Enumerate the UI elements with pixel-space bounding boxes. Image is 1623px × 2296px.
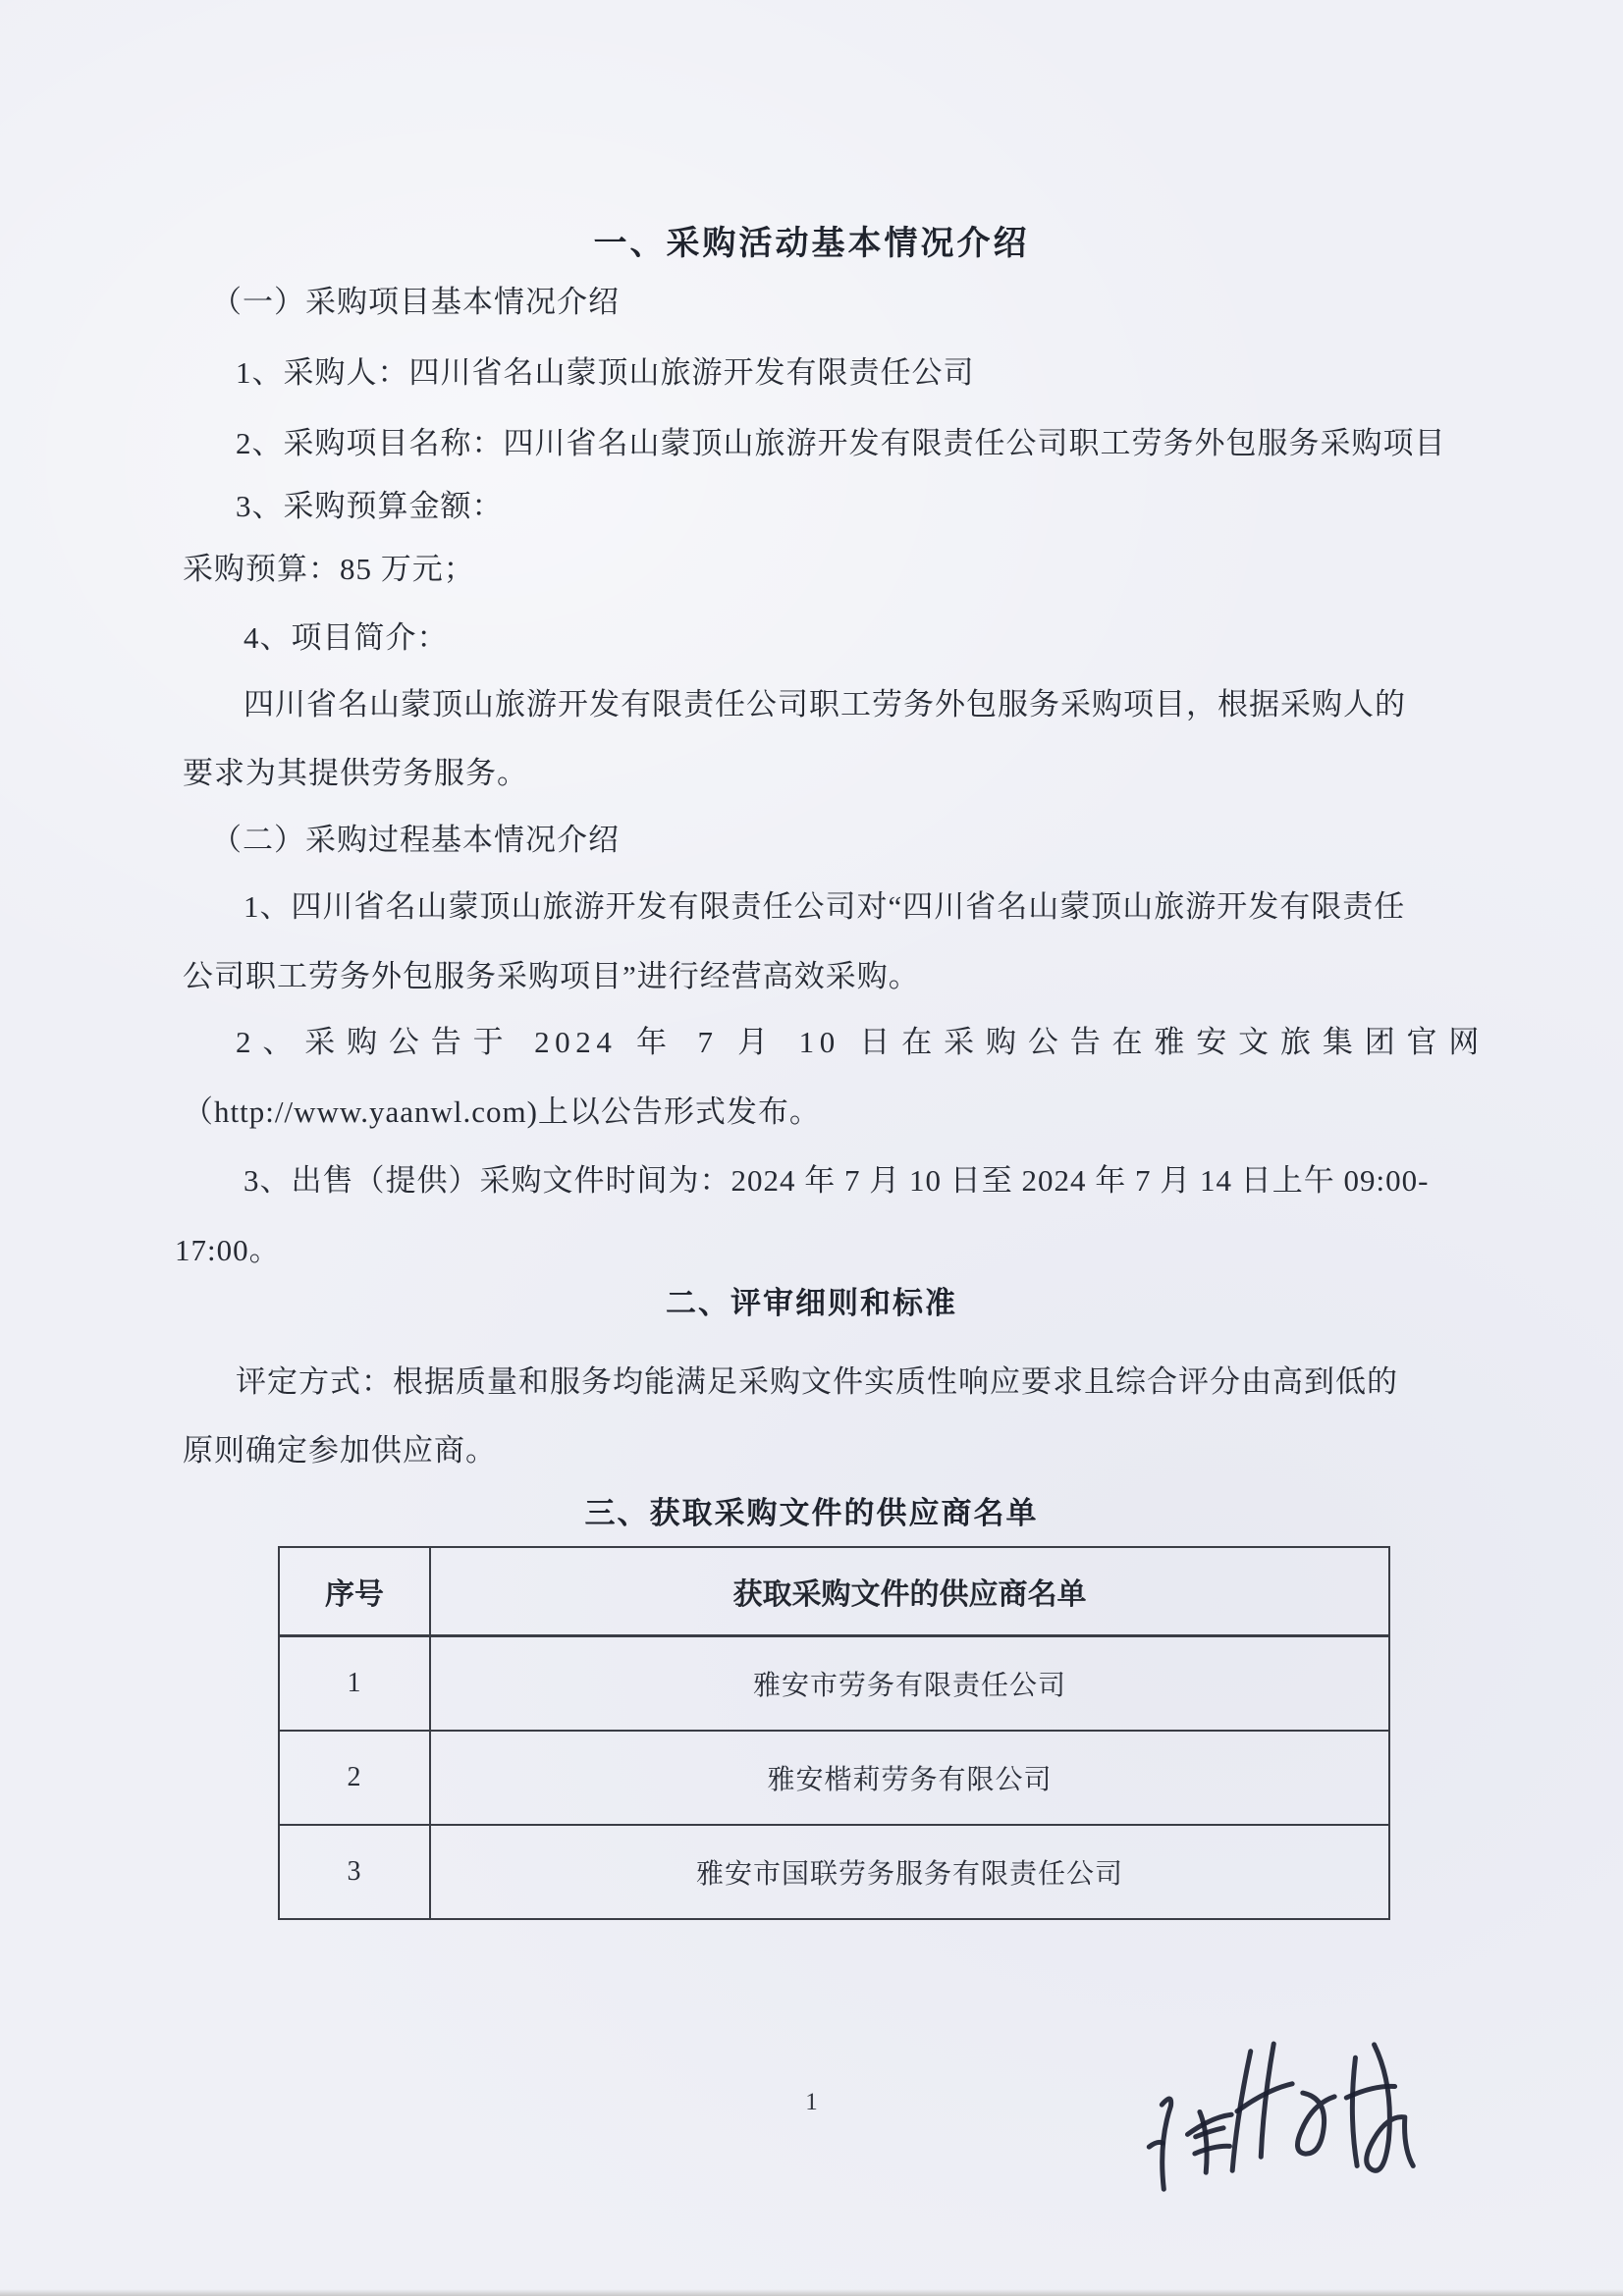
purchaser-line: 1、采购人：四川省名山蒙顶山旅游开发有限责任公司 <box>236 355 975 390</box>
budget-amount-line: 采购预算：85 万元； <box>183 552 475 586</box>
table-cell-index: 2 <box>279 1731 430 1825</box>
project-intro-line-1: 四川省名山蒙顶山旅游开发有限责任公司职工劳务外包服务采购项目，根据采购人的 <box>243 687 1406 721</box>
section1-sub2-heading: （二）采购过程基本情况介绍 <box>211 823 620 857</box>
document-sale-time-line-1: 3、出售（提供）采购文件时间为：2024 年 7 月 10 日至 2024 年 7 月 14 日上午 09:00- <box>243 1163 1430 1198</box>
announcement-line-2: （http://www.yaanwl.com)上以公告形式发布。 <box>183 1095 821 1129</box>
page-number: 1 <box>805 2089 818 2115</box>
table-cell-index: 3 <box>279 1825 430 1919</box>
supplier-table <box>278 1546 1390 1920</box>
table-row <box>279 1731 1389 1825</box>
scan-bottom-edge <box>0 2289 1623 2296</box>
process-para1-line-2: 公司职工劳务外包服务采购项目”进行经营高效采购。 <box>183 959 920 993</box>
table-cell-supplier: 雅安市国联劳务服务有限责任公司 <box>430 1825 1389 1919</box>
project-name-line: 2、采购项目名称：四川省名山蒙顶山旅游开发有限责任公司职工劳务外包服务采购项目 <box>236 426 1446 460</box>
section1-sub1-heading: （一）采购项目基本情况介绍 <box>211 285 620 319</box>
table-row <box>279 1825 1389 1919</box>
table-header-row <box>279 1547 1389 1636</box>
announcement-line-1: 2、采购公告于 2024 年 7 月 10 日在采购公告在雅安文旅集团官网 <box>236 1025 1485 1059</box>
table-cell-index: 1 <box>279 1636 430 1732</box>
table-header-supplier-list: 获取采购文件的供应商名单 <box>430 1547 1389 1636</box>
table-cell-supplier: 雅安市劳务有限责任公司 <box>430 1636 1389 1732</box>
section3-heading: 三、获取采购文件的供应商名单 <box>584 1496 1039 1530</box>
document-sale-time-line-2: 17:00。 <box>175 1233 281 1267</box>
budget-heading-line: 3、采购预算金额： <box>236 489 504 523</box>
project-intro-heading-line: 4、项目简介： <box>243 620 449 655</box>
process-para1-line-1: 1、四川省名山蒙顶山旅游开发有限责任公司对“四川省名山蒙顶山旅游开发有限责任 <box>243 889 1406 924</box>
table-cell-supplier: 雅安楷莉劳务有限公司 <box>430 1731 1389 1825</box>
table-row <box>279 1636 1389 1732</box>
section1-heading: 一、采购活动基本情况介绍 <box>593 225 1030 262</box>
table-header-index: 序号 <box>279 1547 430 1636</box>
signature-handwriting <box>1122 2002 1430 2218</box>
evaluation-method-line-1: 评定方式：根据质量和服务均能满足采购文件实质性响应要求且综合评分由高到低的 <box>236 1364 1398 1399</box>
section2-heading: 二、评审细则和标准 <box>666 1286 957 1320</box>
evaluation-method-line-2: 原则确定参加供应商。 <box>183 1433 497 1468</box>
project-intro-line-2: 要求为其提供劳务服务。 <box>183 756 528 790</box>
